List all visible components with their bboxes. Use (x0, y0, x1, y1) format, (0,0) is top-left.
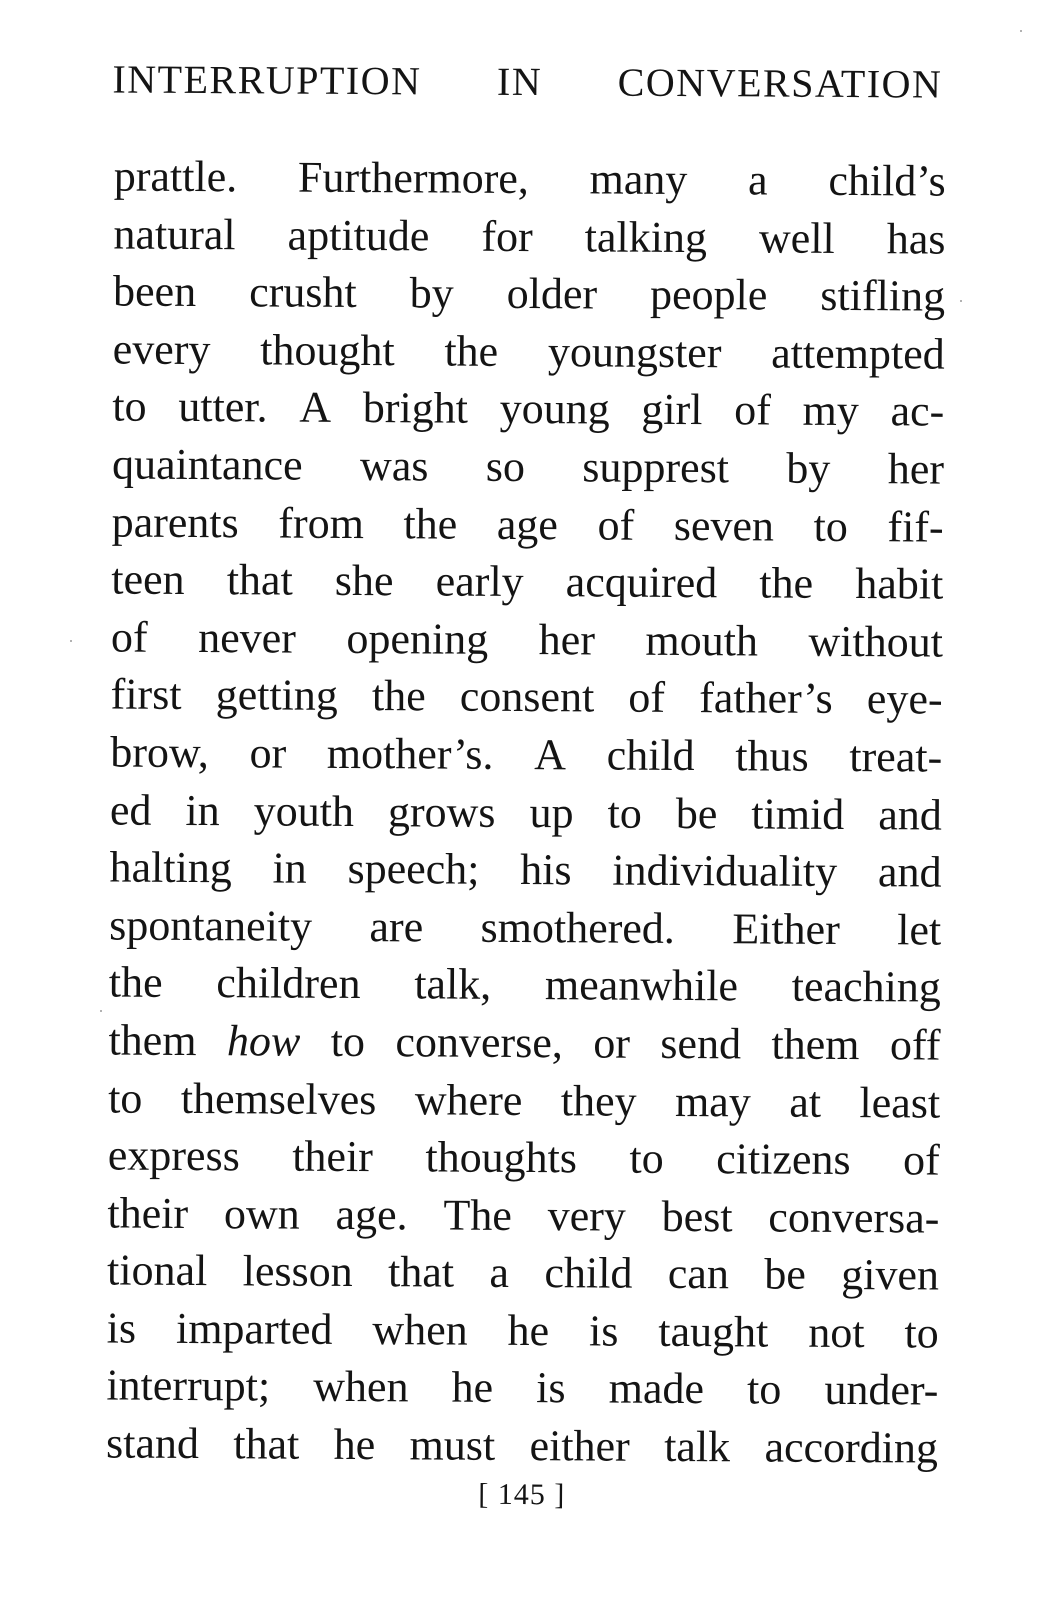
word: timid (751, 788, 845, 839)
word: of (734, 385, 772, 435)
word: conversa- (768, 1192, 940, 1243)
word: own (223, 1188, 300, 1239)
word: bright (362, 383, 469, 434)
word: prattle. (113, 151, 238, 202)
word: halting (109, 842, 232, 893)
word: they (560, 1075, 637, 1126)
word: to (629, 1133, 664, 1183)
scan-speck (960, 300, 962, 302)
word: off (889, 1020, 941, 1070)
text-line (106, 1415, 938, 1478)
word: taught (658, 1306, 769, 1357)
word: talking (584, 211, 708, 262)
word: natural (113, 209, 236, 259)
word: express (107, 1130, 240, 1181)
word: that (387, 1247, 455, 1297)
word: according (764, 1422, 939, 1473)
word: seven (673, 500, 775, 551)
word: been (112, 266, 197, 317)
word: by (409, 268, 454, 318)
running-title-word: INTERRUPTION (112, 56, 422, 104)
word: under- (824, 1365, 939, 1416)
word: children (216, 958, 361, 1009)
body-text (106, 148, 946, 1478)
word: habit (855, 559, 944, 609)
word: Furthermore, (297, 152, 530, 204)
word: may (674, 1076, 751, 1126)
word: and (878, 789, 942, 840)
word: people (649, 269, 768, 320)
word: eye- (866, 674, 943, 724)
word: he (333, 1419, 376, 1470)
word: the (108, 957, 163, 1008)
word: is (588, 1306, 619, 1356)
running-title (112, 55, 942, 107)
word: lesson (242, 1246, 353, 1297)
text-line (113, 205, 945, 268)
word: thoughts (425, 1132, 578, 1183)
text-line (108, 1127, 940, 1190)
word: getting (215, 670, 339, 721)
word: stifling (820, 271, 946, 321)
word: speech; (347, 844, 480, 894)
word: quaintance (111, 439, 303, 490)
word: not (808, 1307, 865, 1357)
word: treat- (849, 731, 943, 782)
text-line (112, 435, 944, 498)
word: older (506, 269, 598, 319)
word: converse, (395, 1017, 563, 1068)
word: first (110, 669, 182, 720)
word: never (198, 612, 297, 663)
word: in (272, 843, 307, 893)
word: to (112, 381, 147, 432)
text-line (107, 1299, 939, 1362)
word: themselves (180, 1073, 377, 1124)
word: their (107, 1188, 189, 1238)
text-line (114, 148, 946, 211)
page-number: [ 145 ] (478, 1477, 566, 1512)
word: them (108, 1015, 197, 1065)
word: is (536, 1363, 566, 1413)
word: tional (106, 1245, 208, 1296)
word: can (667, 1249, 730, 1299)
word: to (108, 1072, 143, 1123)
word: or (593, 1018, 631, 1068)
word: the (759, 558, 814, 608)
word: age (496, 499, 559, 549)
text-line (109, 839, 941, 902)
word: supprest (582, 442, 730, 493)
word: thought (260, 325, 395, 376)
scan-speck (70, 640, 72, 642)
word: to (813, 501, 848, 551)
word: she (334, 556, 394, 606)
word: be (675, 788, 718, 838)
text-line (106, 1357, 938, 1420)
text-line (109, 896, 941, 959)
word: attempted (771, 328, 945, 379)
word: of (902, 1135, 940, 1185)
word: individuality (612, 845, 838, 897)
running-title-word: IN (496, 58, 543, 105)
word: by (786, 443, 831, 493)
text-line (108, 1011, 940, 1074)
word: the (444, 326, 499, 376)
text-line (108, 1069, 940, 1132)
word: of (628, 673, 666, 723)
word: very (547, 1190, 627, 1241)
word: father’s (699, 673, 833, 724)
word: their (292, 1131, 374, 1182)
text-line (111, 551, 943, 614)
word: he (507, 1305, 550, 1356)
running-title-word: CONVERSATION (617, 59, 943, 107)
text-line (111, 608, 943, 671)
word: age. (335, 1189, 408, 1240)
word: many (589, 154, 688, 205)
word: are (369, 901, 424, 952)
word: youngster (547, 326, 722, 378)
word: for (481, 211, 533, 261)
word: be (764, 1249, 806, 1300)
word: his (520, 845, 572, 895)
word: consent (459, 671, 595, 722)
word: interrupt; (106, 1360, 271, 1411)
word: talk (664, 1421, 731, 1472)
word: child’s (828, 155, 946, 206)
word: her (538, 614, 596, 665)
word: to (904, 1308, 939, 1358)
word: mother’s. (326, 728, 494, 779)
word: from (278, 498, 365, 548)
word: the (371, 671, 426, 721)
word: her (887, 444, 945, 494)
word: to (330, 1016, 366, 1066)
word: that (226, 555, 293, 605)
word: brow, (110, 727, 210, 778)
text-line (112, 378, 944, 441)
word: opening (346, 613, 489, 664)
word: to (607, 788, 642, 838)
word: child (544, 1248, 633, 1298)
word: grows (387, 786, 496, 837)
word: when (313, 1362, 409, 1412)
text-line (109, 954, 941, 1017)
word: in (185, 785, 220, 835)
word: The (443, 1190, 512, 1240)
word: meanwhile (544, 960, 739, 1011)
word: imparted (175, 1303, 333, 1354)
word: and (877, 847, 942, 897)
word: ed (109, 785, 152, 835)
text-line (113, 263, 945, 326)
word: he (451, 1363, 494, 1413)
word: my (802, 386, 860, 436)
word: ac- (890, 386, 945, 436)
word: thus (735, 731, 809, 781)
text-line (107, 1242, 939, 1305)
word: must (409, 1420, 496, 1470)
word: teaching (791, 961, 941, 1012)
word: of (110, 612, 148, 662)
word: the (403, 498, 458, 549)
word: that (233, 1419, 300, 1469)
word: them (771, 1019, 860, 1069)
word: where (414, 1074, 523, 1125)
word: A (299, 383, 332, 433)
word: crusht (249, 267, 357, 318)
word: A (534, 730, 567, 780)
word: acquired (565, 557, 718, 608)
word: either (529, 1421, 630, 1471)
word: youth (253, 785, 355, 836)
word: without (808, 616, 944, 667)
word: of (597, 500, 635, 550)
word: when (372, 1304, 468, 1355)
word: well (758, 213, 835, 263)
text-line (113, 320, 945, 383)
text-line (110, 723, 942, 786)
word: up (529, 787, 574, 837)
word: spontaneity (109, 900, 313, 951)
word: fif- (887, 501, 944, 552)
word: girl (641, 385, 703, 435)
text-line (107, 1184, 939, 1247)
word: talk, (414, 959, 492, 1010)
word: a (489, 1248, 510, 1298)
word: child (606, 730, 695, 781)
word: aptitude (287, 210, 430, 261)
word: mouth (645, 615, 759, 666)
word: at (789, 1077, 822, 1127)
scan-speck (1020, 30, 1022, 32)
scan-speck (100, 1010, 102, 1012)
word: given (841, 1250, 940, 1300)
word: best (661, 1191, 733, 1241)
word: every (112, 324, 211, 374)
text-line (110, 781, 942, 844)
word: citizens (716, 1134, 851, 1185)
word: early (435, 556, 524, 607)
word: send (660, 1018, 742, 1069)
word: let (897, 905, 942, 955)
word: was (359, 440, 429, 491)
word: to (746, 1364, 782, 1415)
word: least (859, 1077, 941, 1128)
word: made (608, 1364, 705, 1414)
word: stand (105, 1418, 200, 1469)
word: a (747, 155, 768, 205)
word: has (886, 213, 946, 264)
word: so (485, 441, 526, 491)
word: young (499, 384, 610, 434)
text-line (112, 493, 944, 556)
text-line (110, 666, 942, 729)
word: teen (111, 554, 185, 605)
word: parents (111, 497, 239, 547)
word: or (249, 728, 287, 778)
word: is (106, 1303, 137, 1353)
word: utter. (178, 382, 268, 432)
italic-word: how (226, 1016, 301, 1066)
word: smothered. (480, 902, 676, 953)
word: Either (732, 904, 840, 954)
